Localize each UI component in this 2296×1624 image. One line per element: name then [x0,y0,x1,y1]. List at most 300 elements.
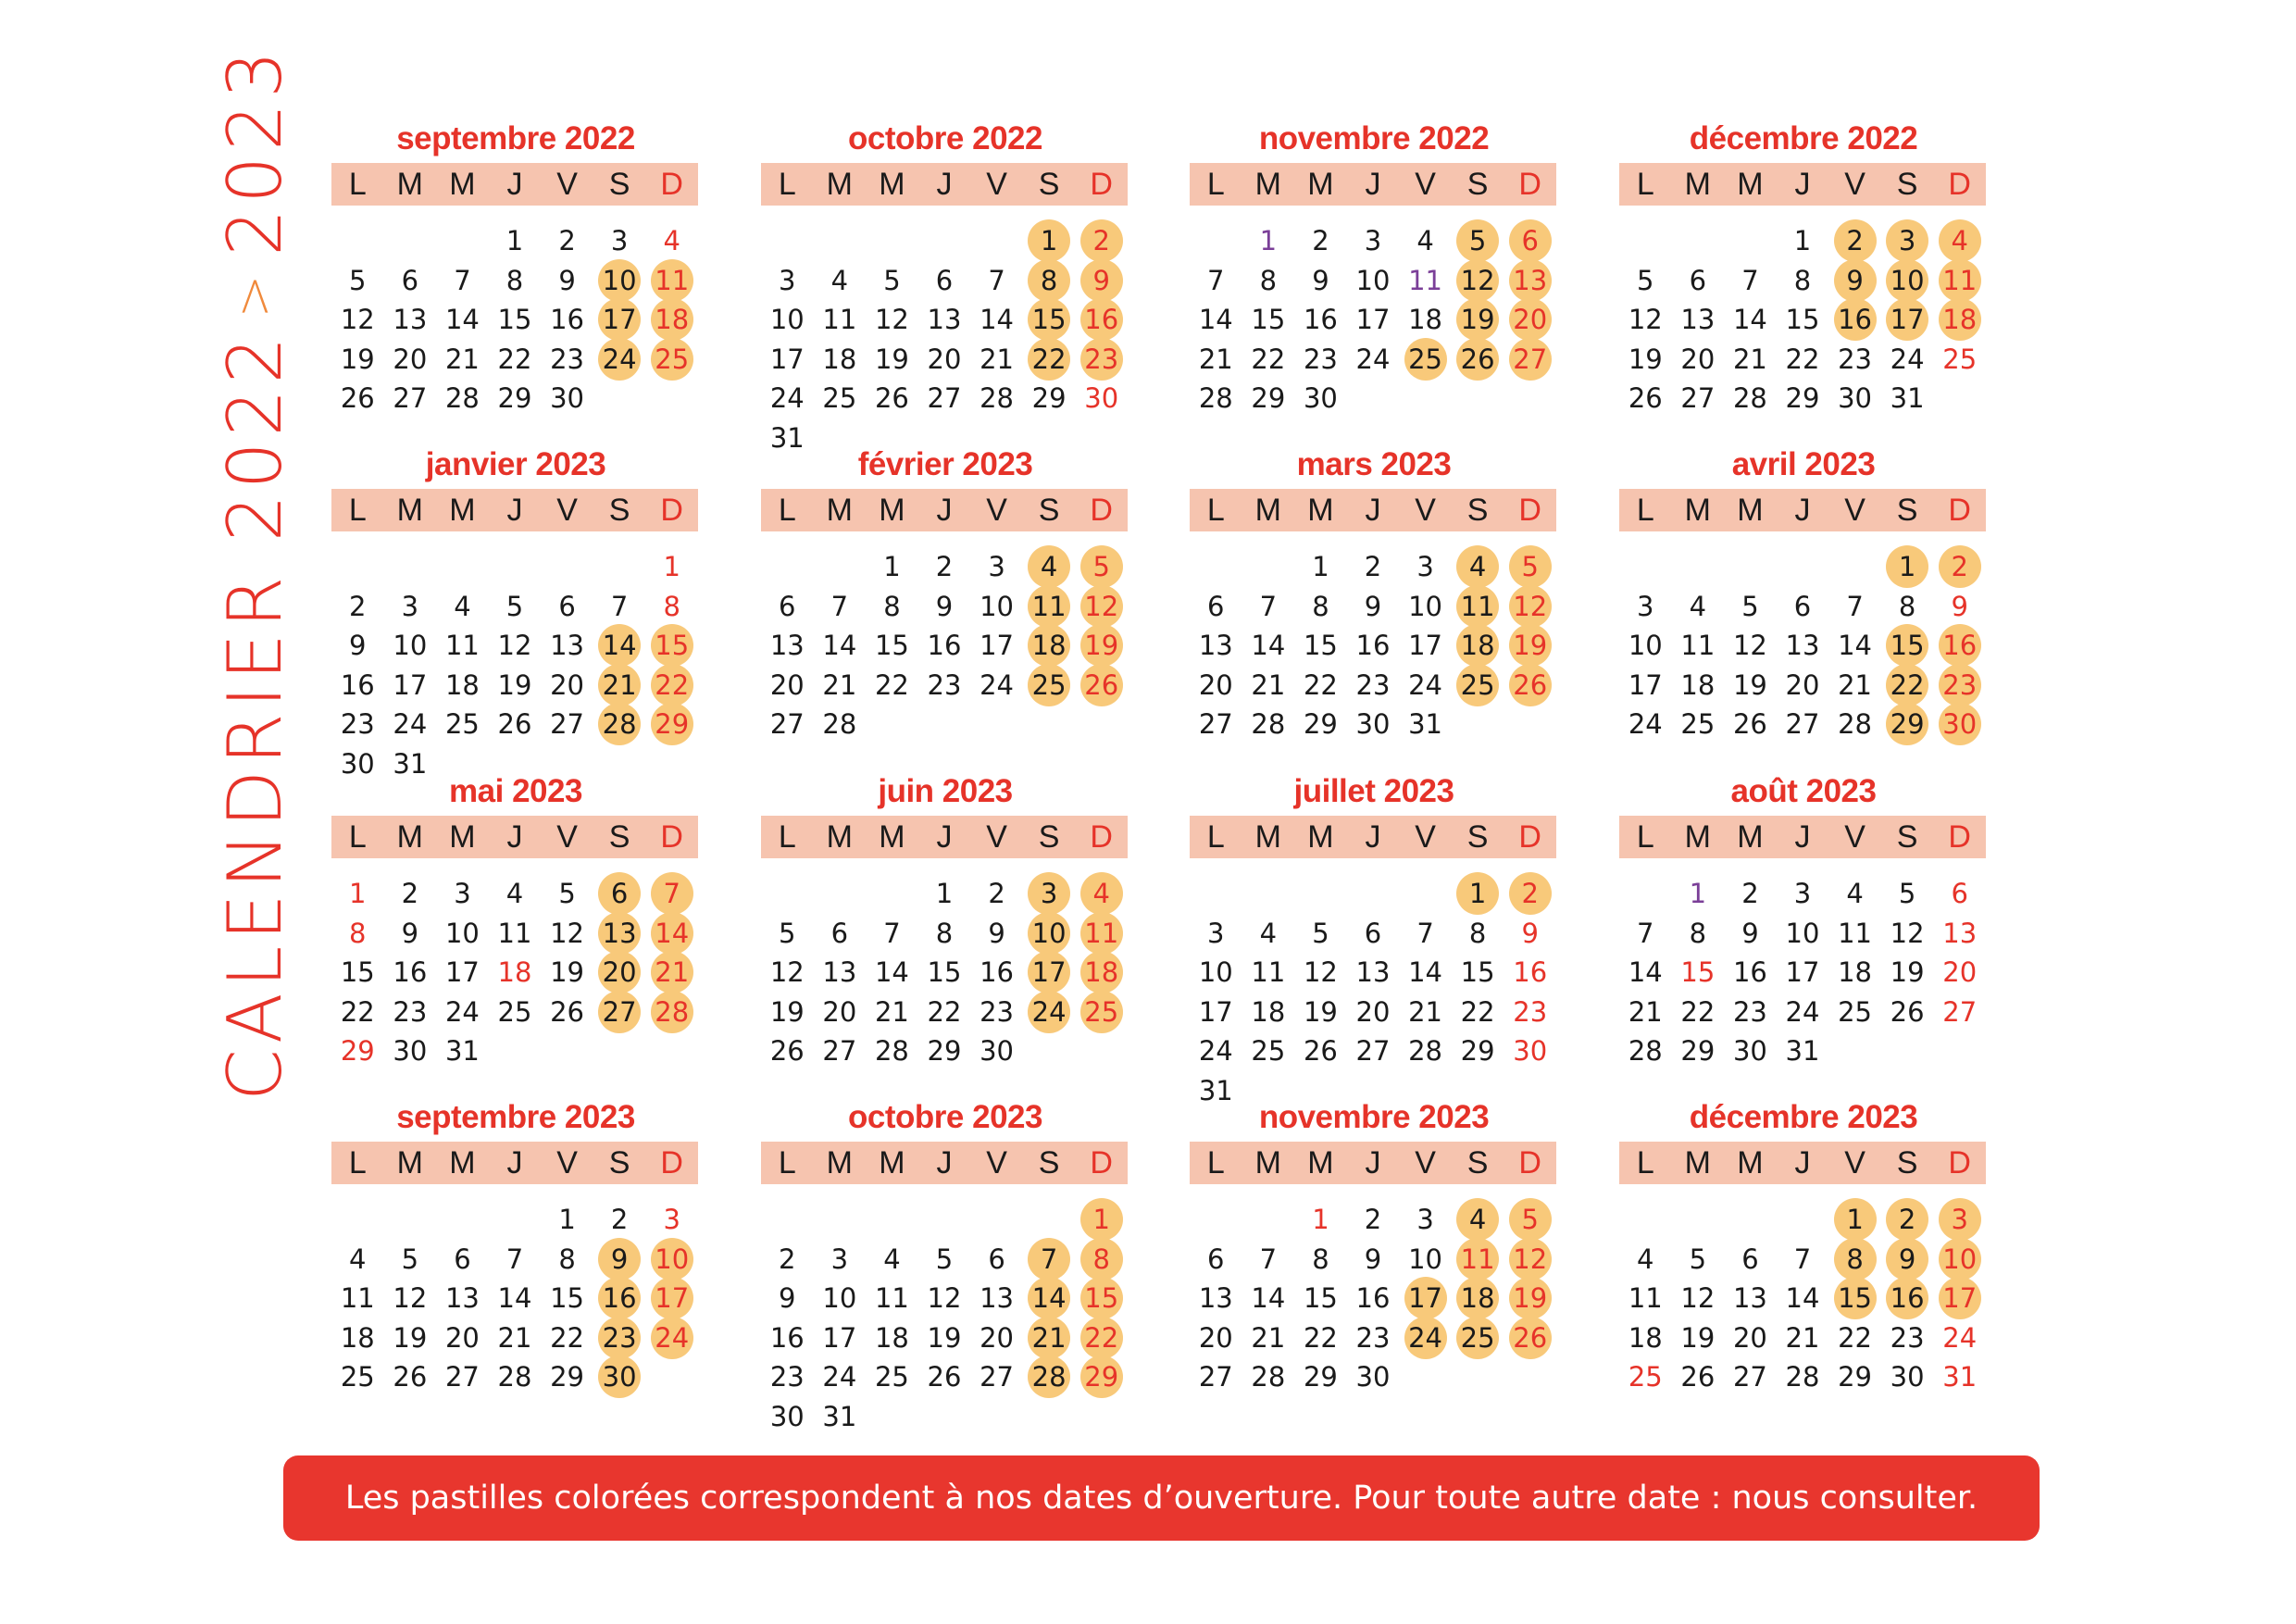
day-number: 19 [1890,956,1925,988]
weekday-label: L [1636,167,1654,202]
day-number: 18 [1838,956,1873,988]
day-number: 5 [1637,264,1654,296]
weekday-label: S [1038,493,1060,528]
weekday-label: M [396,1145,423,1181]
open-day: 18 [1080,951,1123,993]
day-number: 7 [1741,264,1759,296]
day-number: 25 [874,1361,909,1393]
open-day: 18 [1456,1277,1499,1319]
day-number: 4 [1259,917,1278,949]
month-12 [331,1097,700,1403]
open-day: 23 [1080,338,1123,381]
day-number: 6 [1793,590,1812,622]
day-number: 28 [1408,1035,1443,1067]
weekday-label: M [1684,167,1711,202]
day-number: 4 [349,1243,367,1275]
day-number: 13 [1198,1282,1233,1314]
open-day: 29 [651,703,693,745]
day-number: 19 [1680,1321,1716,1354]
open-day: 5 [1509,545,1552,588]
day-number: 7 [830,590,849,622]
day-number: 19 [1303,995,1338,1028]
open-day: 17 [1404,1277,1447,1319]
open-day: 9 [598,1238,641,1280]
day-number: 7 [1793,1243,1812,1275]
weekday-label: J [1365,1145,1381,1181]
day-number: 21 [444,343,480,375]
open-day: 24 [598,338,641,381]
open-day: 2 [1080,219,1123,262]
day-number: 3 [1364,225,1382,256]
day-number: 24 [769,382,805,414]
day-number: 26 [340,382,375,414]
day-number: 17 [980,630,1015,661]
day-number: 12 [497,630,532,661]
day-number: 30 [1355,708,1391,740]
day-number: 11 [340,1282,375,1314]
open-day: 22 [1886,664,1928,706]
day-number: 4 [454,590,471,622]
weekday-header [331,1142,698,1184]
day-number: 9 [1741,917,1759,949]
open-day: 27 [1509,338,1552,381]
day-number: 13 [980,1282,1015,1314]
day-number: 5 [1741,590,1759,622]
day-number: 27 [444,1361,480,1393]
weekday-label: V [1415,167,1436,202]
day-number: 7 [1207,264,1225,296]
weekday-label: S [1896,819,1918,855]
day-number: 29 [1303,708,1338,740]
open-day: 11 [1028,585,1070,628]
open-day: 21 [651,951,693,993]
open-day: 18 [1456,624,1499,667]
day-number: 24 [1408,668,1443,701]
day-number: 17 [393,668,428,701]
open-day: 30 [598,1355,641,1398]
day-number: 5 [1689,1243,1707,1275]
weekday-label: L [348,819,367,855]
day-number: 23 [980,995,1015,1028]
weekday-label: J [1794,1145,1811,1181]
day-number: 28 [1198,382,1233,414]
weekday-label: M [1737,1145,1764,1181]
day-number: 17 [444,956,480,988]
open-day: 18 [1939,298,1981,341]
open-day: 19 [1080,624,1123,667]
day-number: 11 [1408,264,1443,296]
day-number: 9 [779,1282,796,1314]
weekday-label: M [1684,493,1711,528]
weekday-label: M [1254,167,1281,202]
month-2 [1190,119,1558,424]
day-number: 17 [822,1321,857,1354]
day-number: 12 [1890,917,1925,949]
day-number: 24 [1628,708,1663,740]
day-number: 17 [1785,956,1820,988]
month-title: mars 2023 [1296,446,1452,482]
day-number: 2 [401,878,419,909]
day-number: 7 [1846,590,1864,622]
weekday-label: S [1466,493,1489,528]
day-number: 6 [830,917,849,949]
day-number: 11 [1838,917,1873,949]
day-number: 25 [497,995,532,1028]
weekday-label: M [449,493,476,528]
month-title: septembre 2023 [396,1099,635,1135]
day-number: 22 [1303,1321,1338,1354]
day-number: 7 [1259,590,1278,622]
day-number: 12 [340,304,375,335]
weekday-label: L [348,167,367,202]
weekday-label: J [1794,167,1811,202]
day-number: 29 [1031,382,1067,414]
day-number: 16 [550,304,585,335]
weekday-label: D [660,493,683,528]
day-number: 29 [927,1035,962,1067]
day-number: 23 [1303,343,1338,375]
day-number: 30 [1513,1035,1548,1067]
open-day: 12 [1509,1238,1552,1280]
open-day: 5 [1456,219,1499,262]
day-number: 24 [1942,1321,1978,1354]
day-number: 28 [822,708,857,740]
footer-note: Les pastilles colorées correspondent à nos dates d’ouverture. Pour toute autre date : nous consulter. [283,1455,2040,1541]
day-number: 15 [927,956,962,988]
day-number: 30 [550,382,585,414]
day-number: 21 [822,668,857,701]
weekday-label: M [879,819,905,855]
day-number: 3 [830,1243,849,1275]
day-number: 28 [1785,1361,1820,1393]
day-number: 1 [1312,551,1329,582]
day-number: 22 [1785,343,1820,375]
open-day: 25 [1456,1317,1499,1359]
day-number: 28 [1251,1361,1286,1393]
day-number: 10 [1355,264,1391,296]
open-day: 28 [1028,1355,1070,1398]
day-number: 12 [1303,956,1338,988]
weekday-label: M [449,819,476,855]
day-number: 30 [1303,382,1338,414]
open-day: 26 [1509,664,1552,706]
open-day: 15 [1834,1277,1877,1319]
open-day: 19 [1456,298,1499,341]
day-number: 15 [1251,304,1286,335]
day-number: 23 [550,343,585,375]
day-number: 20 [550,668,585,701]
open-day: 9 [1886,1238,1928,1280]
weekday-label: J [506,819,523,855]
open-day: 4 [1456,545,1499,588]
open-day: 12 [1456,259,1499,302]
day-number: 20 [769,668,805,701]
month-1 [761,119,1129,454]
day-number: 12 [393,1282,428,1314]
day-number: 16 [340,668,375,701]
day-number: 11 [822,304,857,335]
day-number: 10 [980,590,1015,622]
day-number: 9 [349,630,367,661]
day-number: 30 [1084,382,1119,414]
day-number: 7 [610,590,629,622]
day-number: 27 [393,382,428,414]
weekday-label: D [1948,493,1971,528]
open-day: 2 [1886,1198,1928,1241]
day-number: 19 [340,343,375,375]
open-day: 8 [1028,259,1070,302]
weekday-label: J [1794,493,1811,528]
day-number: 20 [393,343,428,375]
weekday-label: J [1365,819,1381,855]
day-number: 5 [935,1243,954,1275]
month-3 [1619,119,1988,424]
day-number: 7 [988,264,1005,296]
day-number: 26 [1303,1035,1338,1067]
day-number: 15 [1460,956,1495,988]
open-day: 8 [1834,1238,1877,1280]
day-number: 29 [1460,1035,1495,1067]
day-number: 12 [1680,1282,1716,1314]
day-number: 23 [769,1361,805,1393]
day-number: 6 [779,590,796,622]
weekday-header [761,489,1128,531]
open-day: 24 [651,1317,693,1359]
weekday-header [1190,816,1556,858]
open-day: 12 [1509,585,1552,628]
day-number: 2 [349,590,367,622]
month-title: août 2023 [1730,773,1877,809]
open-day: 25 [1404,338,1447,381]
day-number: 16 [769,1321,805,1354]
month-title: avril 2023 [1731,446,1876,482]
weekday-label: S [1896,493,1918,528]
day-number: 14 [1838,630,1873,661]
day-number: 7 [883,917,901,949]
day-number: 27 [1785,708,1820,740]
day-number: 29 [1251,382,1286,414]
open-day: 17 [598,298,641,341]
day-number: 8 [1793,264,1812,296]
weekday-header [1619,1142,1986,1184]
day-number: 21 [1785,1321,1820,1354]
day-number: 3 [1637,590,1654,622]
open-day: 4 [1028,545,1070,588]
weekday-label: M [1307,493,1334,528]
day-number: 31 [1408,708,1443,740]
day-number: 23 [927,668,962,701]
day-number: 1 [663,551,680,582]
day-number: 21 [1198,343,1233,375]
weekday-label: V [556,493,578,528]
day-number: 21 [874,995,909,1028]
weekday-label: J [1794,819,1811,855]
day-number: 16 [1303,304,1338,335]
day-number: 9 [1951,590,1968,622]
day-number: 1 [1259,225,1278,256]
month-title: octobre 2023 [848,1099,1042,1135]
weekday-label: D [1518,167,1541,202]
day-number: 13 [822,956,857,988]
weekday-label: J [936,167,953,202]
weekday-label: J [1365,493,1381,528]
day-number: 9 [988,917,1005,949]
day-number: 13 [393,304,428,335]
day-number: 26 [550,995,585,1028]
weekday-label: V [1844,1145,1866,1181]
month-0 [331,119,700,424]
weekday-label: M [449,1145,476,1181]
day-number: 24 [1890,343,1925,375]
month-7 [1619,444,1988,750]
month-title: décembre 2023 [1689,1099,1918,1135]
day-number: 18 [1251,995,1286,1028]
weekday-header [1619,489,1986,531]
open-day: 24 [1028,991,1070,1033]
month-14 [1190,1097,1558,1403]
day-number: 5 [558,878,576,909]
day-number: 23 [1355,668,1391,701]
day-number: 17 [1628,668,1663,701]
open-day: 6 [598,872,641,915]
day-number: 16 [1732,956,1767,988]
day-number: 20 [1785,668,1820,701]
open-day: 12 [1080,585,1123,628]
day-number: 2 [1741,878,1759,909]
day-number: 11 [1628,1282,1663,1314]
day-number: 9 [1364,1243,1382,1275]
day-number: 3 [988,551,1005,582]
day-number: 29 [1303,1361,1338,1393]
day-number: 19 [874,343,909,375]
day-number: 3 [454,878,471,909]
day-number: 17 [1198,995,1233,1028]
day-number: 9 [1521,917,1539,949]
weekday-label: M [879,167,905,202]
weekday-label: J [936,493,953,528]
open-day: 19 [1509,1277,1552,1319]
day-number: 8 [1898,590,1916,622]
day-number: 21 [1838,668,1873,701]
weekday-label: D [1518,819,1541,855]
day-number: 4 [830,264,849,296]
weekday-label: S [1896,167,1918,202]
weekday-label: M [1307,819,1334,855]
day-number: 24 [1355,343,1391,375]
day-number: 6 [558,590,576,622]
day-number: 16 [393,956,428,988]
weekday-label: S [608,167,630,202]
month-8 [331,771,700,1077]
day-number: 20 [1355,995,1391,1028]
weekday-label: M [879,1145,905,1181]
weekday-label: L [778,493,796,528]
open-day: 15 [1886,624,1928,667]
open-day: 29 [1080,1355,1123,1398]
day-number: 30 [1838,382,1873,414]
weekday-label: M [1307,167,1334,202]
open-day: 17 [1886,298,1928,341]
day-number: 15 [550,1282,585,1314]
day-number: 29 [497,382,532,414]
day-number: 15 [1680,956,1716,988]
day-number: 27 [1732,1361,1767,1393]
day-number: 3 [610,225,629,256]
weekday-label: J [506,167,523,202]
day-number: 19 [769,995,805,1028]
weekday-label: M [1737,493,1764,528]
weekday-label: V [986,493,1007,528]
day-number: 21 [1732,343,1767,375]
weekday-header [761,1142,1128,1184]
weekday-label: D [1948,167,1971,202]
open-day: 2 [1834,219,1877,262]
weekday-label: V [556,1145,578,1181]
day-number: 18 [497,956,532,988]
day-number: 3 [663,1204,680,1235]
open-day: 24 [1404,1317,1447,1359]
open-day: 27 [598,991,641,1033]
open-day: 11 [1456,1238,1499,1280]
day-number: 22 [1460,995,1495,1028]
weekday-label: M [1684,1145,1711,1181]
day-number: 19 [927,1321,962,1354]
open-day: 7 [651,872,693,915]
day-number: 2 [779,1243,796,1275]
day-number: 13 [1198,630,1233,661]
weekday-label: M [1254,819,1281,855]
day-number: 28 [1251,708,1286,740]
open-day: 14 [598,624,641,667]
open-day: 25 [1080,991,1123,1033]
open-day: 10 [1028,912,1070,955]
weekday-label: S [1038,1145,1060,1181]
open-day: 2 [1509,872,1552,915]
weekday-label: V [556,819,578,855]
day-number: 28 [497,1361,532,1393]
weekday-header [1619,816,1986,858]
day-number: 22 [927,995,962,1028]
day-number: 24 [822,1361,857,1393]
day-number: 25 [1680,708,1716,740]
day-number: 1 [883,551,901,582]
day-number: 2 [988,878,1005,909]
day-number: 2 [610,1204,629,1235]
day-number: 20 [1732,1321,1767,1354]
day-number: 6 [401,264,419,296]
title-part2: 2023 [212,45,298,256]
day-number: 17 [769,343,805,375]
day-number: 15 [874,630,909,661]
weekday-label: L [778,1145,796,1181]
day-number: 7 [1259,1243,1278,1275]
weekday-label: V [1415,493,1436,528]
day-number: 28 [980,382,1015,414]
weekday-header [1190,163,1556,206]
weekday-label: V [556,167,578,202]
weekday-header [331,816,698,858]
day-number: 12 [550,917,585,949]
day-number: 22 [1251,343,1286,375]
day-number: 11 [874,1282,909,1314]
day-number: 29 [1838,1361,1873,1393]
weekday-label: J [936,819,953,855]
day-number: 22 [1680,995,1716,1028]
day-number: 12 [1732,630,1767,661]
day-number: 18 [822,343,857,375]
day-number: 10 [1198,956,1233,988]
month-title: juin 2023 [878,773,1013,809]
